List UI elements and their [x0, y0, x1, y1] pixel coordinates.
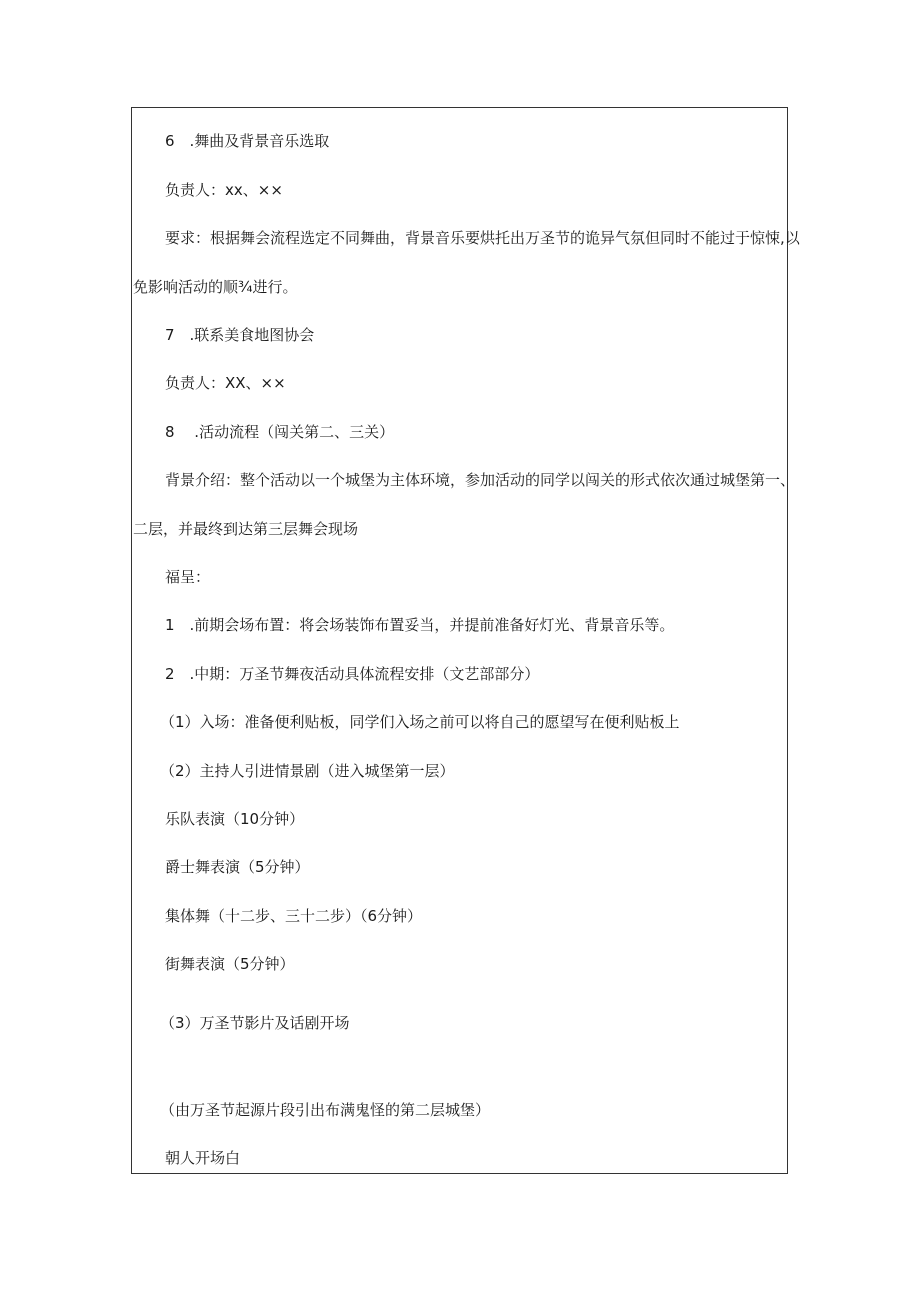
requirement-line: 要求：根据舞会流程选定不同舞曲，背景音乐要烘托出万圣节的诡异气氛但同时不能过于惊悚,以: [165, 229, 800, 247]
step-2-line: 2 .中期：万圣节舞夜活动具体流程安排（文艺部部分）: [165, 665, 540, 683]
sub-step-3-line: （3）万圣节影片及话剧开场: [160, 1014, 350, 1032]
background-intro-line-continued: 二层，并最终到达第三层舞会现场: [133, 520, 359, 538]
program-item: 集体舞（十二步、三十二步）（6分钟）: [165, 907, 423, 925]
background-intro-line: 背景介绍：整个活动以一个城堡为主体环境，参加活动的同学以闯关的形式依次通过城堡第一、: [165, 471, 796, 489]
heading-item-8: 8 .活动流程（闯关第二、三关）: [165, 423, 395, 441]
note-line: （由万圣节起源片段引出布满鬼怪的第二层城堡）: [160, 1101, 491, 1119]
heading-item-6: 6 .舞曲及背景音乐选取: [165, 132, 330, 150]
step-1-line: 1 .前期会场布置：将会场装饰布置妥当，并提前准备好灯光、背景音乐等。: [165, 616, 675, 634]
program-item: 街舞表演（5分钟）: [165, 955, 295, 973]
opening-remarks-line: 朝人开场白: [165, 1149, 241, 1167]
sub-step-2-line: （2）主持人引进情景剧（进入城堡第一层）: [160, 762, 455, 780]
heading-item-7: 7 .联系美食地图协会: [165, 326, 315, 344]
requirement-line-continued: 免影响活动的顺¾进行。: [133, 278, 298, 296]
responsible-person-line: 负责人：xx、××: [165, 181, 283, 199]
responsible-person-line: 负责人：XX、××: [165, 374, 286, 392]
program-item: 乐队表演（10分钟）: [165, 810, 305, 828]
program-item: 爵士舞表演（5分钟）: [165, 858, 310, 876]
sub-step-1-line: （1）入场：准备便利贴板，同学们入场之前可以将自己的愿望写在便利贴板上: [160, 713, 680, 731]
process-label: 福呈：: [165, 568, 211, 586]
